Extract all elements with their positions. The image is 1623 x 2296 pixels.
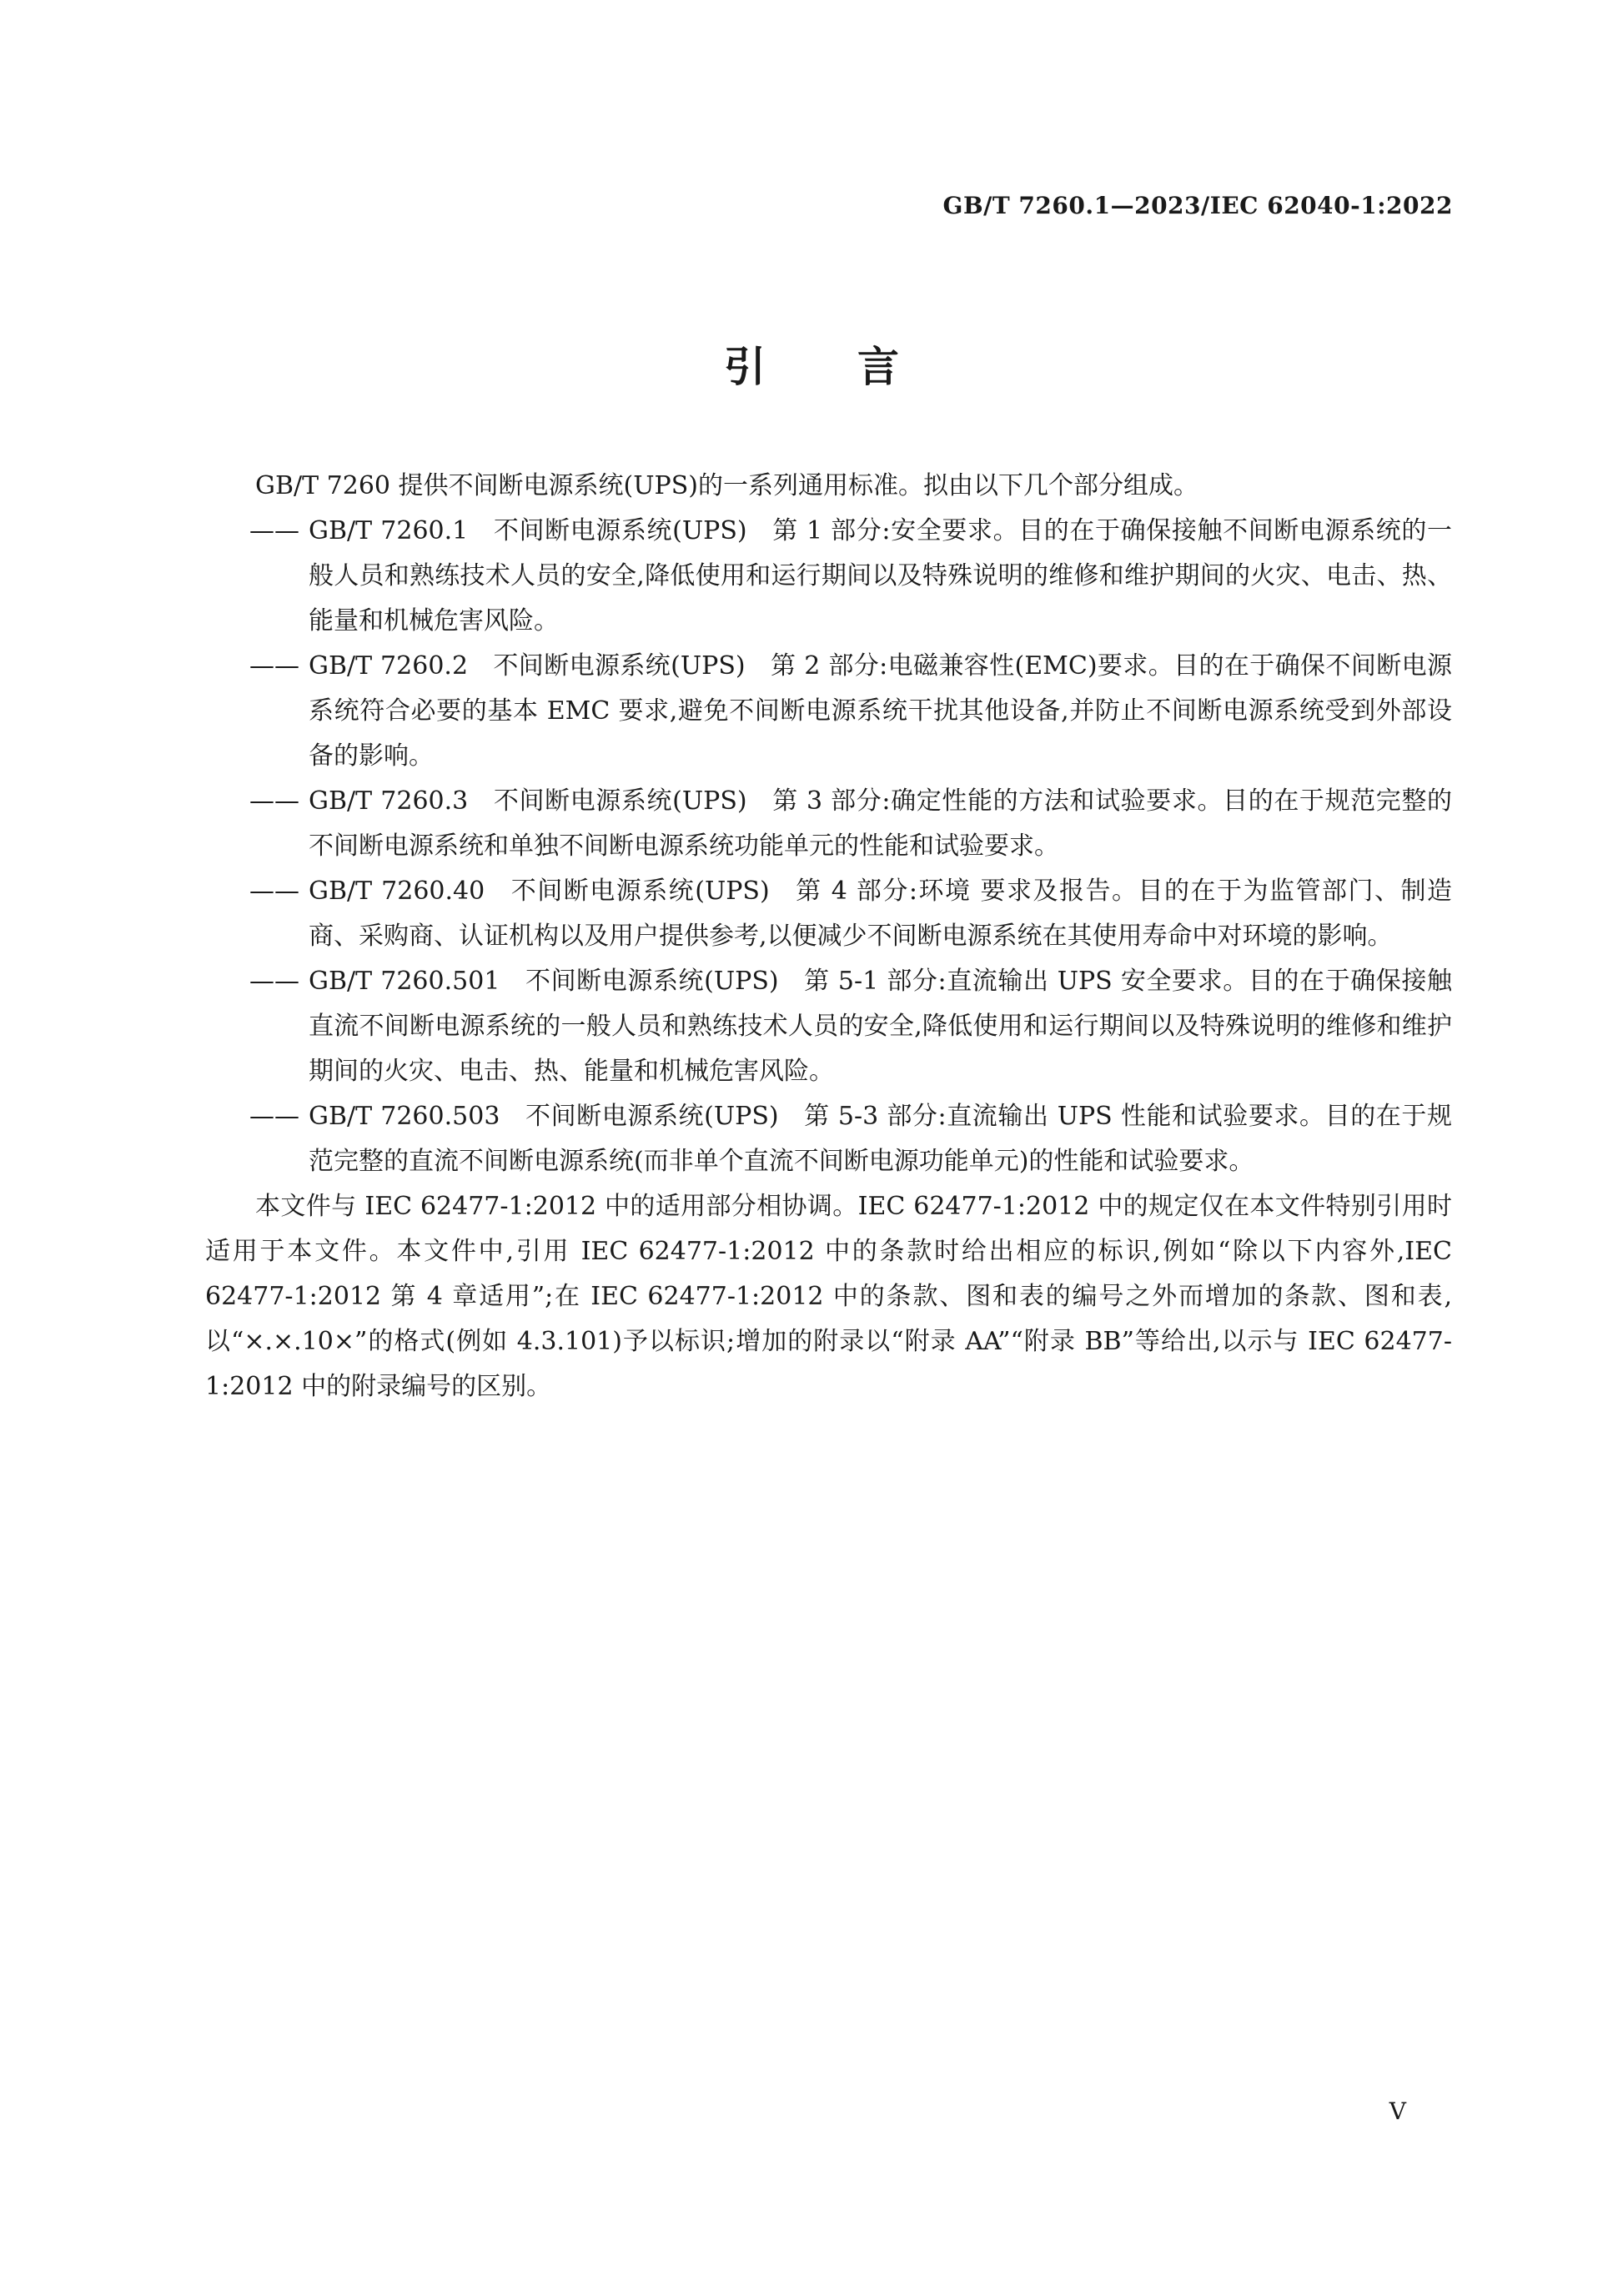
page-title: 引言 xyxy=(724,343,991,391)
list-item xyxy=(205,1094,1452,1184)
list-dash: —— xyxy=(249,651,299,681)
standard-name: 不间断电源系统(UPS) xyxy=(493,786,747,816)
list-item xyxy=(205,959,1452,1094)
list-dash: —— xyxy=(249,516,299,545)
standard-purpose: 目的在于规范完整的直流不间断电源系统(而非单个直流不间断电源功能单元)的性能和试验要求。 xyxy=(309,1102,1452,1176)
list-dash: —— xyxy=(249,877,299,906)
standard-name: 不间断电源系统(UPS) xyxy=(510,877,770,906)
document-code: GB/T 7260.1—2023/IEC 62040-1:2022 xyxy=(942,192,1453,219)
standard-purpose: 目的在于为监管部门、制造商、采购商、认证机构以及用户提供参考,以便减少不间断电源系统在其使用寿命中对环境的影响。 xyxy=(309,877,1452,951)
standard-name: 不间断电源系统(UPS) xyxy=(525,1102,779,1131)
standard-code: GB/T 7260.503 xyxy=(309,1102,500,1131)
standard-part: 第 2 部分:电磁兼容性(EMC)要求。 xyxy=(770,651,1174,681)
list-item xyxy=(205,644,1452,779)
standard-code: GB/T 7260.501 xyxy=(309,967,500,996)
standard-part: 第 4 部分:环境 要求及报告。 xyxy=(794,877,1138,906)
list-item xyxy=(205,869,1452,959)
standard-part: 第 5-1 部分:直流输出 UPS 安全要求。 xyxy=(803,967,1249,996)
standard-code: GB/T 7260.2 xyxy=(309,651,469,681)
standard-part: 第 5-3 部分:直流输出 UPS 性能和试验要求。 xyxy=(803,1102,1325,1131)
standard-name: 不间断电源系统(UPS) xyxy=(493,516,747,545)
standard-purpose: 目的在于确保接触直流不间断电源系统的一般人员和熟练技术人员的安全,降低使用和运行期间以及特殊说明的维修和维护期间的火灾、电击、热、能量和机械危害风险。 xyxy=(309,967,1452,1086)
standard-purpose: 目的在于规范完整的不间断电源系统和单独不间断电源系统功能单元的性能和试验要求。 xyxy=(309,786,1452,861)
list-item xyxy=(205,779,1452,869)
list-item xyxy=(205,509,1452,644)
standard-part: 第 3 部分:确定性能的方法和试验要求。 xyxy=(771,786,1224,816)
document-body xyxy=(205,464,1452,1409)
standard-purpose: 目的在于确保接触不间断电源系统的一般人员和熟练技术人员的安全,降低使用和运行期间以及特殊说明的维修和维护期间的火灾、电击、热、能量和机械危害风险。 xyxy=(309,516,1452,636)
standard-code: GB/T 7260.40 xyxy=(309,877,485,906)
page-number: V xyxy=(1389,2098,1406,2125)
list-dash: —— xyxy=(249,786,299,816)
standard-code: GB/T 7260.3 xyxy=(309,786,469,816)
standard-code: GB/T 7260.1 xyxy=(309,516,469,545)
standard-name: 不间断电源系统(UPS) xyxy=(525,967,779,996)
closing-paragraph: 本文件与 IEC 62477-1:2012 中的适用部分相协调。IEC 62477-1:2012 中的规定仅在本文件特别引用时适用于本文件。本文件中,引用 IEC 62477-1:2012 中的条款时给出相应的标识,例如“除以下内容外,IEC 62477-1:2012 第 4 章适用”;在 IEC 62477-1:2012 中的条款、图和表的编号之外而增加的条款、图和表,以“×.×.10×”的格式(例如 4.3.101)予以标识;增加的附录以“附录 AA”“附录 BB”等给出,以示与 IEC 62477-1:2012 中的附录编号的区别。 xyxy=(205,1192,1452,1401)
intro-paragraph: GB/T 7260 提供不间断电源系统(UPS)的一系列通用标准。拟由以下几个部分组成。 xyxy=(255,471,1198,500)
list-dash: —— xyxy=(249,1102,299,1131)
list-dash: —— xyxy=(249,967,299,996)
standard-purpose: 目的在于确保不间断电源系统符合必要的基本 EMC 要求,避免不间断电源系统干扰其他设备,并防止不间断电源系统受到外部设备的影响。 xyxy=(309,651,1452,771)
standard-name: 不间断电源系统(UPS) xyxy=(493,651,746,681)
standard-part: 第 1 部分:安全要求。 xyxy=(771,516,1019,545)
